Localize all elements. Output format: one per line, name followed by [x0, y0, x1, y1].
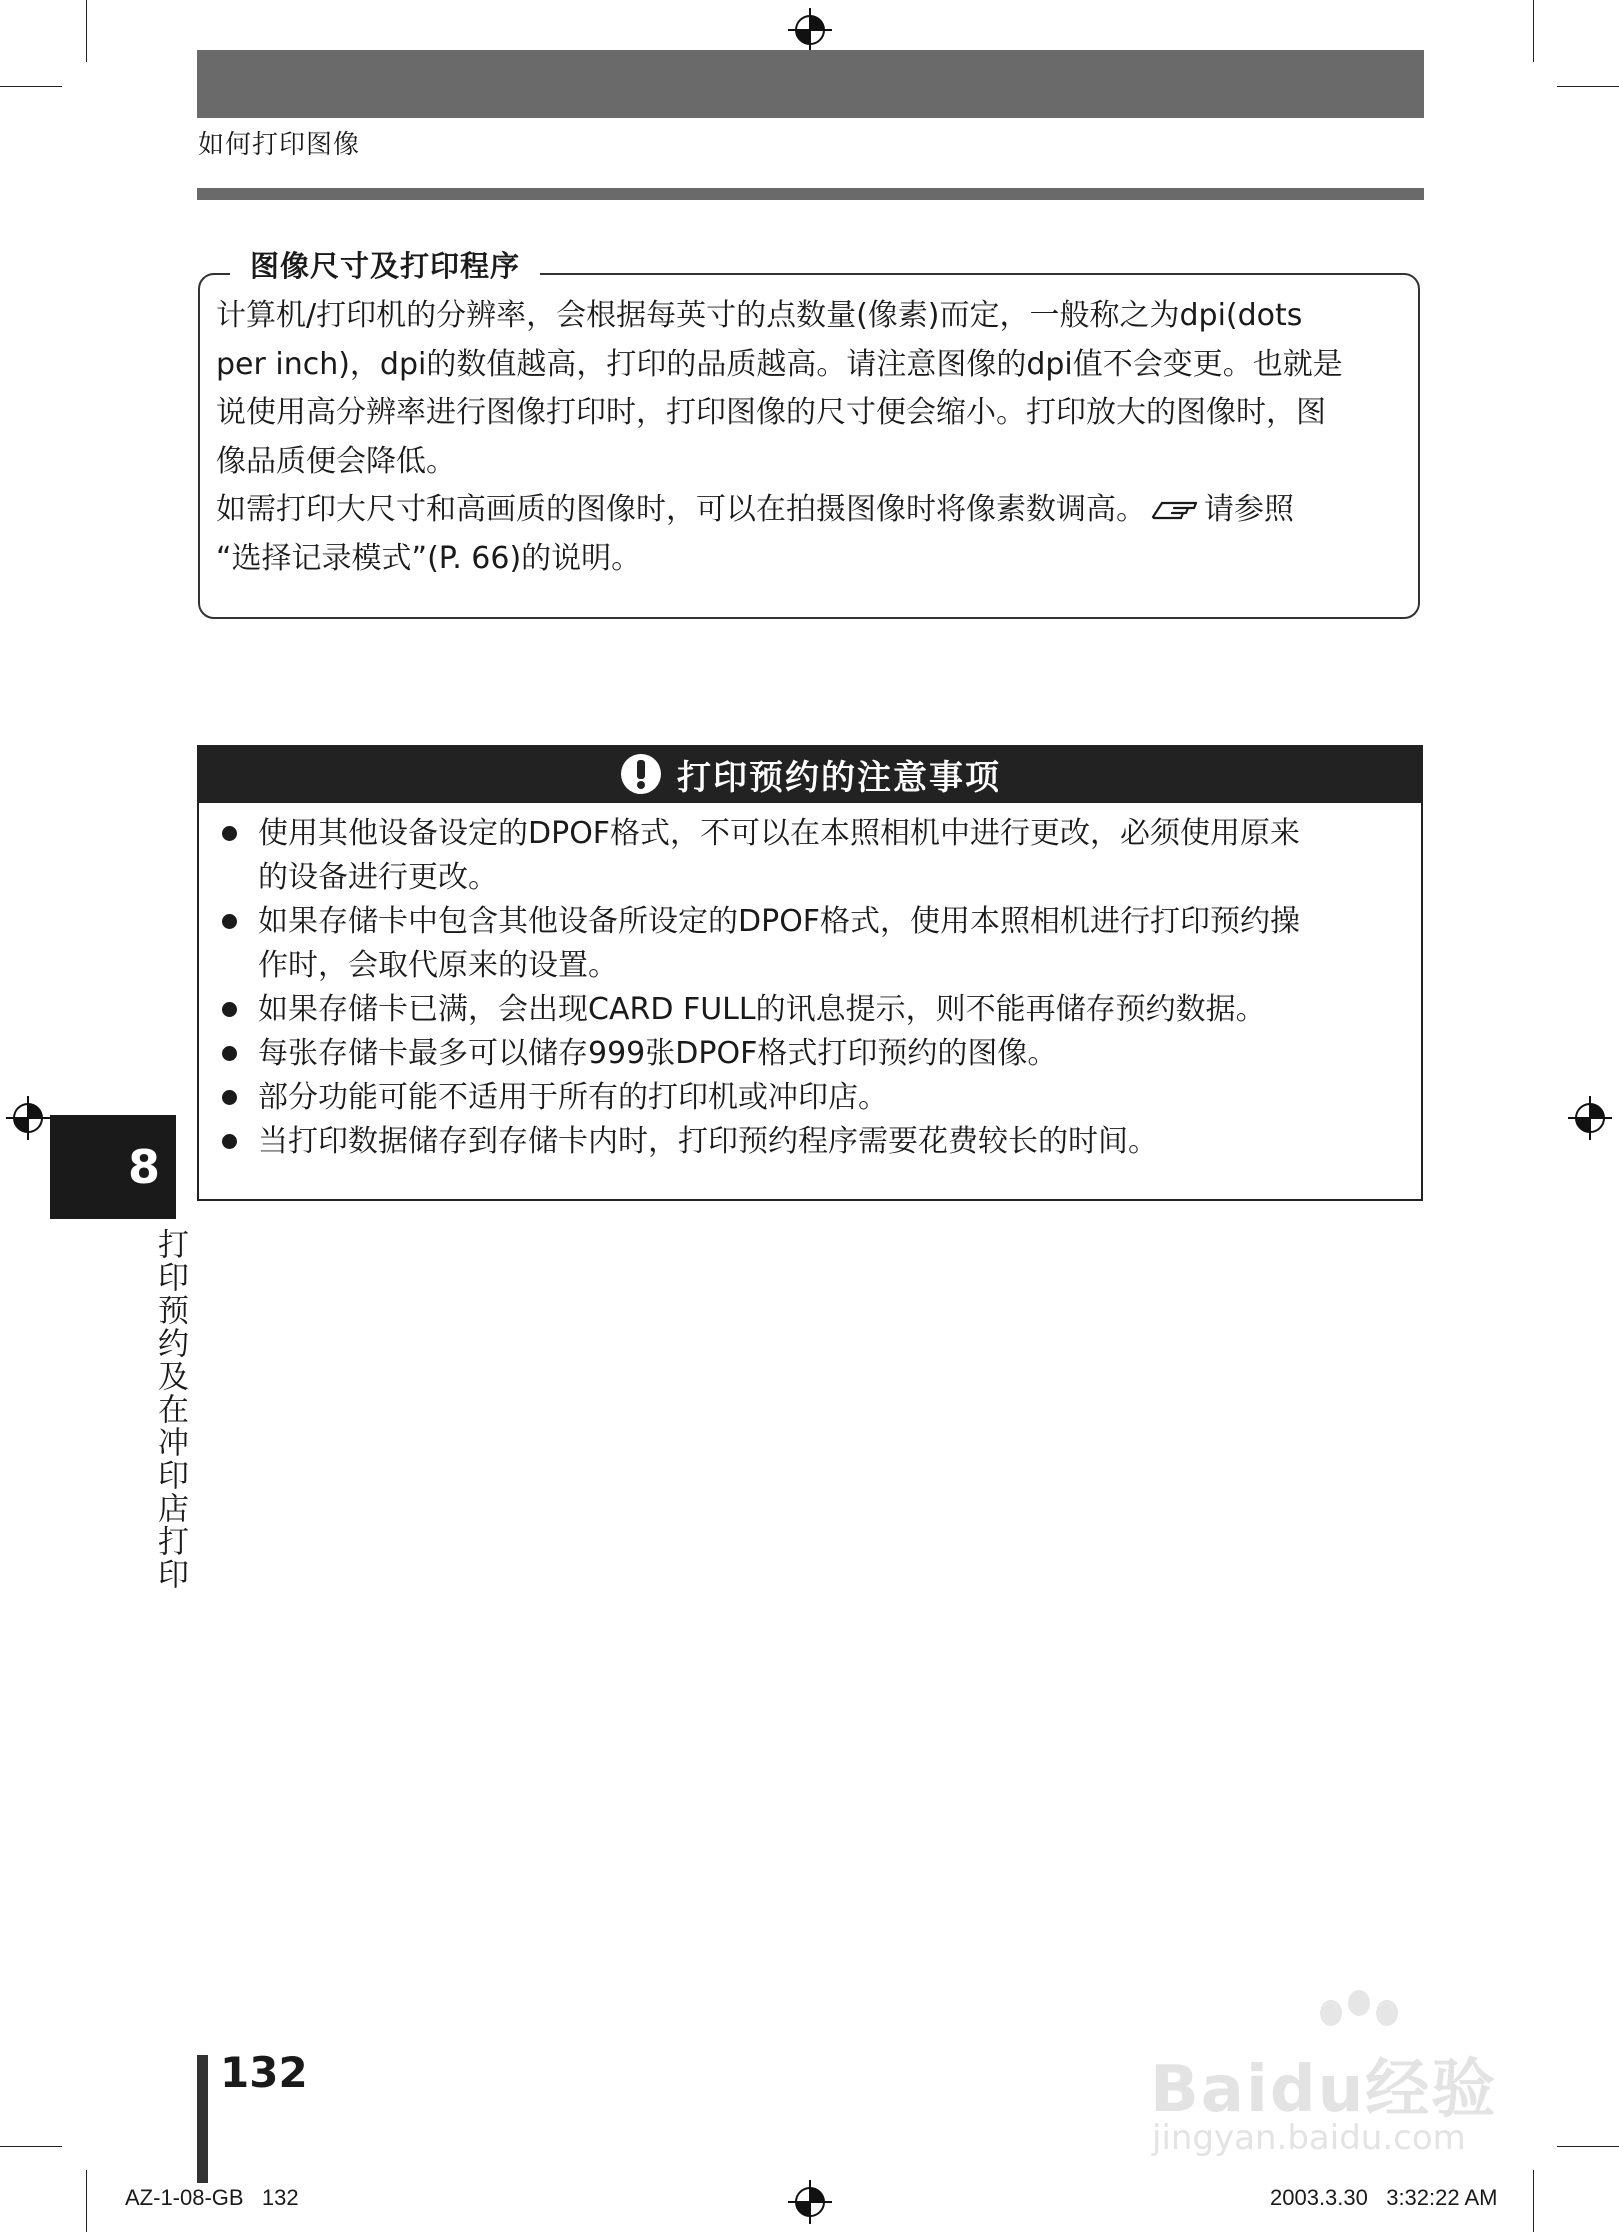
info-line: 像品质便会降低。	[216, 443, 456, 479]
caution-item	[220, 1076, 1400, 1120]
bullet-icon	[222, 1002, 237, 1017]
caution-item-line: 如果存储卡中包含其他设备所设定的DPOF格式，使用本照相机进行打印预约操	[258, 904, 1301, 939]
bullet-icon	[222, 826, 237, 841]
caution-title: 打印预约的注意事项	[677, 757, 1001, 798]
footer-file-id: AZ-1-08-GB 132	[125, 2185, 299, 2210]
caution-item	[220, 812, 1400, 900]
caution-item	[220, 988, 1400, 1032]
chapter-tab: 8	[50, 1115, 176, 1219]
section-label: 如何打印图像	[198, 130, 361, 160]
chapter-side-title: 打印预约及在冲印店打印	[152, 1228, 188, 1591]
crop-mark	[0, 2146, 62, 2147]
crop-mark	[86, 2170, 87, 2232]
crop-mark	[1533, 0, 1534, 62]
registration-mark-icon	[788, 2180, 832, 2224]
watermark-url: jingyan.baidu.com	[1152, 2118, 1466, 2158]
info-box-body	[216, 292, 1406, 583]
header-rule	[197, 188, 1424, 200]
page-number: 132	[220, 2048, 308, 2097]
registration-mark-icon	[788, 8, 832, 52]
caution-item-line: 如果存储卡已满，会出现CARD FULL的讯息提示，则不能再储存预约数据。	[258, 992, 1266, 1027]
bullet-icon	[222, 1134, 237, 1149]
bullet-icon	[222, 914, 237, 929]
caution-item-line: 的设备进行更改。	[258, 860, 498, 895]
bullet-icon	[222, 1046, 237, 1061]
caution-item-line: 部分功能可能不适用于所有的打印机或冲印店。	[258, 1080, 888, 1115]
info-line: 说使用高分辨率进行图像打印时，打印图像的尺寸便会缩小。打印放大的图像时，图	[216, 395, 1326, 430]
page-number-bar	[197, 2055, 208, 2183]
info-line: “选择记录模式”(P. 66)的说明。	[216, 540, 642, 576]
caution-item-line: 使用其他设备设定的DPOF格式，不可以在本照相机中进行更改，必须使用原来	[258, 816, 1301, 851]
crop-mark	[1557, 2146, 1619, 2147]
paw-icon	[1320, 2000, 1342, 2026]
caution-item-line: 作时，会取代原来的设置。	[258, 948, 618, 983]
info-line: 计算机/打印机的分辨率，会根据每英寸的点数量(像素)而定，一般称之为dpi(dots	[216, 298, 1303, 333]
watermark-brand: Baidu经验	[1150, 2053, 1498, 2127]
caution-header	[197, 745, 1423, 803]
info-line: per inch)，dpi的数值越高，打印的品质越高。请注意图像的dpi值不会变更。也就是	[216, 346, 1343, 382]
crop-mark	[1557, 86, 1619, 87]
info-ref-text: 请参照	[1204, 492, 1294, 527]
exclamation-circle-icon	[619, 752, 663, 796]
caution-item-line: 每张存储卡最多可以储存999张DPOF格式打印预约的图像。	[258, 1036, 1058, 1071]
caution-item-line: 当打印数据储存到存储卡内时，打印预约程序需要花费较长的时间。	[258, 1124, 1158, 1159]
info-line	[216, 486, 1406, 535]
info-line-text: 如需打印大尺寸和高画质的图像时，可以在拍摄图像时将像素数调高。	[216, 492, 1146, 527]
caution-item	[220, 1032, 1400, 1076]
baidu-watermark	[1150, 1990, 1530, 2170]
crop-mark	[0, 86, 62, 87]
bullet-icon	[222, 1090, 237, 1105]
paw-icon	[1348, 1990, 1370, 2016]
paw-icon	[1376, 2000, 1398, 2026]
caution-item	[220, 1120, 1400, 1164]
info-box-title: 图像尺寸及打印程序	[230, 244, 540, 285]
crop-mark	[86, 0, 87, 62]
registration-mark-icon	[6, 1096, 50, 1140]
registration-mark-icon	[1568, 1096, 1612, 1140]
caution-item	[220, 900, 1400, 988]
crop-mark	[1533, 2170, 1534, 2232]
header-bar	[197, 50, 1424, 118]
footer-timestamp: 2003.3.30 3:32:22 AM	[1270, 2185, 1498, 2210]
caution-list	[220, 812, 1400, 1164]
pointing-hand-icon	[1150, 497, 1200, 525]
